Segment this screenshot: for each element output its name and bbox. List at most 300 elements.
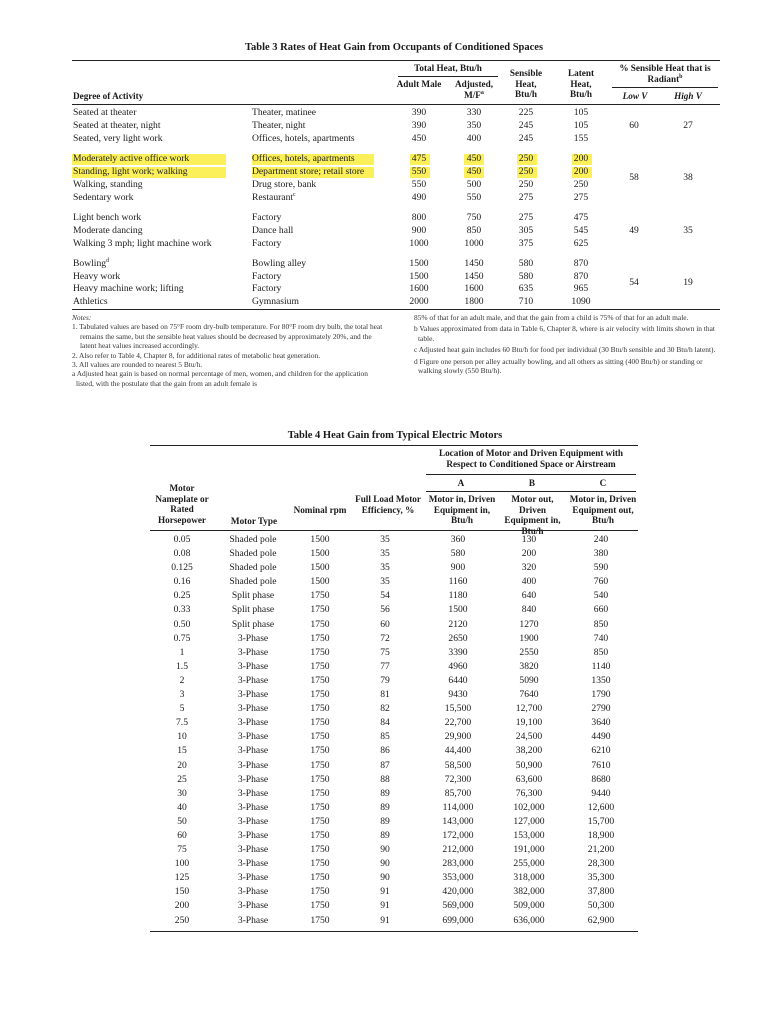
hp-cell: 40 xyxy=(177,801,187,813)
hp-cell: 125 xyxy=(174,872,190,884)
rpm-cell: 1750 xyxy=(310,717,330,729)
adult-male-cell: 2000 xyxy=(409,296,429,308)
table3-header-adjusted-label: Adjusted, M/F xyxy=(454,79,494,100)
table4-letter-rule xyxy=(426,491,636,492)
gain-c-cell: 21,200 xyxy=(587,844,615,856)
adjusted-cell: 350 xyxy=(466,119,482,131)
table4-header-a-letter: A xyxy=(457,478,465,488)
gain-c-cell: 8680 xyxy=(591,773,611,785)
rpm-cell: 1750 xyxy=(310,646,330,658)
efficiency-cell: 90 xyxy=(380,844,390,856)
type-cell: 3-Phase xyxy=(237,689,269,701)
gain-a-cell: 6440 xyxy=(448,674,468,686)
type-cell: 3-Phase xyxy=(237,632,269,644)
rpm-cell: 1500 xyxy=(310,562,330,574)
latent-cell: 200 xyxy=(573,152,589,164)
table-row xyxy=(150,575,638,589)
hp-cell: 7.5 xyxy=(176,717,188,729)
adjusted-cell: 450 xyxy=(466,165,482,177)
adult-male-cell: 800 xyxy=(411,211,427,223)
adjusted-cell: 500 xyxy=(466,178,482,190)
gain-a-cell: 283,000 xyxy=(442,858,474,870)
gain-c-cell: 590 xyxy=(593,562,609,574)
table-row xyxy=(150,589,638,603)
gain-a-cell: 114,000 xyxy=(442,801,474,813)
type-cell: 3-Phase xyxy=(237,660,269,672)
efficiency-cell: 75 xyxy=(380,646,390,658)
adjusted-cell: 1450 xyxy=(464,270,484,282)
gain-b-cell: 3820 xyxy=(519,660,539,672)
latent-cell: 105 xyxy=(573,107,589,118)
activity-cell: Walking 3 mph; light machine work xyxy=(73,237,212,249)
rpm-cell: 1750 xyxy=(310,689,330,701)
note-line: 3. All values are rounded to nearest 5 Btu/h. xyxy=(72,360,203,370)
adult-male-cell: 490 xyxy=(411,191,427,203)
hp-cell: 0.05 xyxy=(173,534,191,545)
gain-c-cell: 740 xyxy=(593,632,609,644)
gain-a-cell: 420,000 xyxy=(442,886,474,898)
gain-a-cell: 699,000 xyxy=(442,914,474,926)
table-row xyxy=(150,716,638,730)
type-cell: Split phase xyxy=(231,604,275,616)
application-cell: Theater, matinee xyxy=(252,107,317,118)
table4-header-efficiency: Full Load Motor Efficiency, % xyxy=(355,494,421,515)
gain-b-cell: 640 xyxy=(521,590,537,602)
latent-cell: 545 xyxy=(573,224,589,236)
rpm-cell: 1750 xyxy=(310,801,330,813)
gain-c-cell: 660 xyxy=(593,604,609,616)
table3-notes-left xyxy=(72,313,384,388)
note-line: 1. Tabulated values are based on 75°F room dry-bulb temperature. For 80°F room dry bulb, the total heat remains the same, but the sensible heat values should be decreased by approximately 20%, and the latent heat values increased accordingly. xyxy=(72,322,383,351)
table3-header-activity: Degree of Activity xyxy=(73,91,144,101)
rpm-cell: 1750 xyxy=(310,787,330,799)
sensible-cell: 635 xyxy=(518,283,534,295)
hp-cell: 20 xyxy=(177,759,187,771)
gain-c-cell: 240 xyxy=(593,534,609,545)
table-row xyxy=(150,688,638,702)
efficiency-cell: 77 xyxy=(380,660,390,672)
efficiency-cell: 56 xyxy=(380,604,390,616)
application-cell: Offices, hotels, apartments xyxy=(252,152,355,164)
gain-a-cell: 900 xyxy=(450,562,466,574)
sensible-cell: 245 xyxy=(518,119,534,131)
application-cell: Theater, night xyxy=(252,119,306,131)
sensible-cell: 245 xyxy=(518,132,534,144)
gain-b-cell: 382,000 xyxy=(513,886,545,898)
gain-b-cell: 509,000 xyxy=(513,900,545,912)
sensible-cell: 375 xyxy=(518,237,534,249)
table-row xyxy=(150,787,638,801)
efficiency-cell: 91 xyxy=(380,900,390,912)
table-row xyxy=(150,618,638,632)
adult-male-cell: 1600 xyxy=(409,283,429,295)
type-cell: 3-Phase xyxy=(237,717,269,729)
efficiency-cell: 85 xyxy=(380,731,390,743)
gain-a-cell: 580 xyxy=(450,548,466,560)
table3-header-radiant xyxy=(610,63,720,84)
table4-header-hp: Motor Nameplate or Rated Horsepower xyxy=(155,483,209,525)
hp-cell: 0.25 xyxy=(173,590,191,602)
type-cell: 3-Phase xyxy=(237,858,269,870)
table3-header-radiant-sup: b xyxy=(679,73,683,80)
gain-a-cell: 1500 xyxy=(448,604,468,616)
gain-b-cell: 19,100 xyxy=(515,717,543,729)
table3-total-heat-rule xyxy=(398,76,498,77)
note-line: a Adjusted heat gain is based on normal percentage of men, women, and children for the application listed, with the postulate that the gain from an adult female is xyxy=(72,369,368,388)
rpm-cell: 1750 xyxy=(310,618,330,630)
gain-b-cell: 1900 xyxy=(519,632,539,644)
hp-cell: 0.50 xyxy=(173,618,191,630)
hp-cell: 0.33 xyxy=(173,604,191,616)
type-cell: 3-Phase xyxy=(237,674,269,686)
gain-c-cell: 760 xyxy=(593,576,609,588)
type-cell: 3-Phase xyxy=(237,886,269,898)
gain-c-cell: 1790 xyxy=(591,689,611,701)
efficiency-cell: 88 xyxy=(380,773,390,785)
efficiency-cell: 84 xyxy=(380,717,390,729)
activity-cell: Heavy work xyxy=(73,270,121,282)
rpm-cell: 1750 xyxy=(310,900,330,912)
hp-cell: 2 xyxy=(179,674,185,686)
efficiency-cell: 35 xyxy=(380,534,390,545)
type-cell: 3-Phase xyxy=(237,872,269,884)
gain-c-cell: 1350 xyxy=(591,674,611,686)
application-cell: Bowling alley xyxy=(252,257,307,269)
gain-a-cell: 4960 xyxy=(448,660,468,672)
hp-cell: 0.75 xyxy=(173,632,191,644)
adjusted-cell: 1000 xyxy=(464,237,484,249)
gain-b-cell: 2550 xyxy=(519,646,539,658)
table-row xyxy=(150,730,638,744)
gain-a-cell: 353,000 xyxy=(442,872,474,884)
gain-b-cell: 153,000 xyxy=(513,829,545,841)
efficiency-cell: 91 xyxy=(380,914,390,926)
table-row xyxy=(150,815,638,829)
adult-male-cell: 550 xyxy=(411,178,427,190)
application-cell: Factory xyxy=(252,270,282,282)
hp-cell: 100 xyxy=(174,858,190,870)
gain-b-cell: 636,000 xyxy=(513,914,545,926)
type-cell: 3-Phase xyxy=(237,815,269,827)
type-cell: 3-Phase xyxy=(237,745,269,757)
table-row xyxy=(150,533,638,547)
gain-b-cell: 130 xyxy=(521,534,537,545)
hp-cell: 25 xyxy=(177,773,187,785)
adjusted-cell: 400 xyxy=(466,132,482,144)
sensible-cell: 580 xyxy=(518,257,534,269)
gain-c-cell: 37,800 xyxy=(587,886,615,898)
rpm-cell: 1750 xyxy=(310,773,330,785)
table4-bottom-rule xyxy=(150,931,638,932)
gain-b-cell: 1270 xyxy=(519,618,539,630)
low-v-cell: 49 xyxy=(629,224,639,236)
efficiency-cell: 87 xyxy=(380,759,390,771)
gain-b-cell: 320 xyxy=(521,562,537,574)
table4-header-location: Location of Motor and Driven Equipment with Respect to Conditioned Space or Airstream xyxy=(438,448,624,469)
table-row xyxy=(150,871,638,885)
table3-header-latent: Latent Heat, Btu/h xyxy=(567,68,595,99)
hp-cell: 3 xyxy=(179,689,185,701)
type-cell: 3-Phase xyxy=(237,759,269,771)
gain-b-cell: 38,200 xyxy=(515,745,543,757)
gain-c-cell: 7610 xyxy=(591,759,611,771)
high-v-cell: 19 xyxy=(683,276,693,288)
gain-a-cell: 44,400 xyxy=(444,745,472,757)
type-cell: 3-Phase xyxy=(237,829,269,841)
efficiency-cell: 60 xyxy=(380,618,390,630)
note-line: c Adjusted heat gain includes 60 Btu/h for food per individual (30 Btu/h sensible and 30 Btu/h latent). xyxy=(414,345,716,355)
application-cell: Offices, hotels, apartments xyxy=(252,132,355,144)
table4-header-b: Motor out, Driven Equipment in, Btu/h xyxy=(504,494,561,536)
efficiency-cell: 82 xyxy=(380,703,390,715)
gain-a-cell: 85,700 xyxy=(444,787,472,799)
application-cell: Gymnasium xyxy=(252,296,299,308)
gain-c-cell: 4490 xyxy=(591,731,611,743)
efficiency-cell: 79 xyxy=(380,674,390,686)
note-line: 85% of that for an adult male, and that the gain from a child is 75% of that for an adult male. xyxy=(414,313,689,322)
efficiency-cell: 54 xyxy=(380,590,390,602)
gain-c-cell: 62,900 xyxy=(587,914,615,926)
table3-header-radiant-label: % Sensible Heat that is Radiant xyxy=(619,63,711,84)
table3-top-rule xyxy=(72,60,720,61)
table4-header-c-letter: C xyxy=(599,478,607,488)
gain-b-cell: 5090 xyxy=(519,674,539,686)
efficiency-cell: 72 xyxy=(380,632,390,644)
table-row xyxy=(150,702,638,716)
gain-a-cell: 1160 xyxy=(448,576,468,588)
adjusted-cell: 850 xyxy=(466,224,482,236)
hp-cell: 0.08 xyxy=(173,548,191,560)
application-cell: Factory xyxy=(252,283,282,295)
efficiency-cell: 89 xyxy=(380,787,390,799)
gain-a-cell: 22,700 xyxy=(444,717,472,729)
table-row xyxy=(150,547,638,561)
table4-header-rule xyxy=(150,530,638,531)
rpm-cell: 1750 xyxy=(310,872,330,884)
adjusted-cell: 1450 xyxy=(464,257,484,269)
table-row xyxy=(150,603,638,617)
gain-a-cell: 212,000 xyxy=(442,844,474,856)
rpm-cell: 1500 xyxy=(310,548,330,560)
gain-b-cell: 7640 xyxy=(519,689,539,701)
gain-b-cell: 50,900 xyxy=(515,759,543,771)
type-cell: Shaded pole xyxy=(229,548,277,560)
table4-header-a: Motor in, Driven Equipment in, Btu/h xyxy=(428,494,496,525)
table3-header-adult-male: Adult Male xyxy=(396,79,442,89)
table-row xyxy=(150,885,638,899)
latent-cell: 275 xyxy=(573,191,589,203)
type-cell: 3-Phase xyxy=(237,844,269,856)
rpm-cell: 1750 xyxy=(310,914,330,926)
table3-header-adjusted-sup: a xyxy=(480,89,484,96)
type-cell: 3-Phase xyxy=(237,914,269,926)
sensible-cell: 275 xyxy=(518,211,534,223)
gain-a-cell: 72,300 xyxy=(444,773,472,785)
rpm-cell: 1750 xyxy=(310,858,330,870)
adjusted-cell: 1600 xyxy=(464,283,484,295)
rpm-cell: 1750 xyxy=(310,703,330,715)
high-v-cell: 35 xyxy=(683,224,693,236)
table-row xyxy=(150,674,638,688)
gain-a-cell: 360 xyxy=(450,534,466,545)
low-v-cell: 58 xyxy=(629,172,639,184)
rpm-cell: 1750 xyxy=(310,829,330,841)
rpm-cell: 1750 xyxy=(310,632,330,644)
gain-a-cell: 9430 xyxy=(448,689,468,701)
adult-male-cell: 475 xyxy=(411,152,427,164)
rpm-cell: 1750 xyxy=(310,886,330,898)
gain-b-cell: 200 xyxy=(521,548,537,560)
gain-c-cell: 2790 xyxy=(591,703,611,715)
note-line: 2. Also refer to Table 4, Chapter 8, for additional rates of metabolic heat generation. xyxy=(72,350,321,360)
table4-top-rule xyxy=(150,445,638,446)
gain-a-cell: 58,500 xyxy=(444,759,472,771)
type-cell: 3-Phase xyxy=(237,703,269,715)
gain-c-cell: 3640 xyxy=(591,717,611,729)
low-v-cell: 54 xyxy=(629,276,639,288)
table3-header-rule xyxy=(72,104,720,105)
hp-cell: 5 xyxy=(179,703,185,715)
table-row xyxy=(150,899,638,913)
efficiency-cell: 89 xyxy=(380,801,390,813)
adult-male-cell: 450 xyxy=(411,132,427,144)
activity-cell: Seated at theater xyxy=(73,107,137,118)
table-row xyxy=(150,829,638,843)
efficiency-cell: 86 xyxy=(380,745,390,757)
latent-cell: 250 xyxy=(573,178,589,190)
type-cell: Shaded pole xyxy=(229,534,277,545)
gain-c-cell: 850 xyxy=(593,618,609,630)
gain-c-cell: 6210 xyxy=(591,745,611,757)
type-cell: 3-Phase xyxy=(237,801,269,813)
table-row xyxy=(150,632,638,646)
latent-cell: 625 xyxy=(573,237,589,249)
efficiency-cell: 90 xyxy=(380,858,390,870)
efficiency-cell: 90 xyxy=(380,872,390,884)
table-row xyxy=(150,561,638,575)
rpm-cell: 1500 xyxy=(310,576,330,588)
rpm-cell: 1750 xyxy=(310,745,330,757)
latent-cell: 200 xyxy=(573,165,589,177)
type-cell: 3-Phase xyxy=(237,773,269,785)
sensible-cell: 250 xyxy=(518,178,534,190)
latent-cell: 105 xyxy=(573,119,589,131)
rpm-cell: 1500 xyxy=(310,534,330,545)
gain-c-cell: 1140 xyxy=(591,660,611,672)
gain-c-cell: 50,300 xyxy=(587,900,615,912)
application-cell: Department store; retail store xyxy=(252,165,365,177)
hp-cell: 1 xyxy=(179,646,185,658)
rpm-cell: 1750 xyxy=(310,731,330,743)
type-cell: 3-Phase xyxy=(237,731,269,743)
table3-bottom-rule xyxy=(72,309,720,310)
rpm-cell: 1750 xyxy=(310,759,330,771)
gain-a-cell: 143,000 xyxy=(442,815,474,827)
sensible-cell: 250 xyxy=(518,165,534,177)
adjusted-cell: 550 xyxy=(466,191,482,203)
gain-a-cell: 172,000 xyxy=(442,829,474,841)
table3-radiant-rule xyxy=(612,87,718,88)
note-line: b Values approximated from data in Table 6, Chapter 8, where is air velocity with limits shown in that table. xyxy=(414,324,715,343)
latent-cell: 1090 xyxy=(571,296,591,308)
table4-header-type: Motor Type xyxy=(230,516,278,526)
rpm-cell: 1750 xyxy=(310,604,330,616)
efficiency-cell: 89 xyxy=(380,829,390,841)
type-cell: 3-Phase xyxy=(237,646,269,658)
rpm-cell: 1750 xyxy=(310,815,330,827)
type-cell: 3-Phase xyxy=(237,900,269,912)
latent-cell: 870 xyxy=(573,270,589,282)
gain-c-cell: 18,900 xyxy=(587,829,615,841)
rpm-cell: 1750 xyxy=(310,674,330,686)
gain-b-cell: 255,000 xyxy=(513,858,545,870)
gain-b-cell: 102,000 xyxy=(513,801,545,813)
hp-cell: 1.5 xyxy=(176,660,188,672)
efficiency-cell: 89 xyxy=(380,815,390,827)
gain-b-cell: 12,700 xyxy=(515,703,543,715)
rpm-cell: 1750 xyxy=(310,590,330,602)
gain-a-cell: 2650 xyxy=(448,632,468,644)
adjusted-cell: 750 xyxy=(466,211,482,223)
adult-male-cell: 390 xyxy=(411,119,427,131)
adult-male-cell: 1500 xyxy=(409,257,429,269)
hp-cell: 150 xyxy=(174,886,190,898)
gain-a-cell: 29,900 xyxy=(444,731,472,743)
table4-header-b-letter: B xyxy=(528,478,536,488)
table-row xyxy=(150,857,638,871)
table-row xyxy=(150,801,638,815)
activity-cell: Light bench work xyxy=(73,211,142,223)
high-v-cell: 38 xyxy=(683,172,693,184)
type-cell: Split phase xyxy=(231,590,275,602)
hp-cell: 30 xyxy=(177,787,187,799)
adjusted-cell: 330 xyxy=(466,107,482,118)
table-row xyxy=(150,773,638,787)
table3-header-high-v: High V xyxy=(674,91,702,101)
table-row xyxy=(150,660,638,674)
gain-c-cell: 12,600 xyxy=(587,801,615,813)
efficiency-cell: 35 xyxy=(380,562,390,574)
hp-cell: 50 xyxy=(177,815,187,827)
table4-header-rpm: Nominal rpm xyxy=(293,505,347,515)
activity-cell: Athletics xyxy=(73,296,108,308)
table4-header-c: Motor in, Driven Equipment out, Btu/h xyxy=(569,494,637,525)
gain-b-cell: 127,000 xyxy=(513,815,545,827)
note-line: d Figure one person per alley actually bowling, and all others as sitting (400 Btu/h) or standing or walking slowly (550 Btu/h). xyxy=(414,356,703,376)
sensible-cell: 305 xyxy=(518,224,534,236)
table3-header-total-heat: Total Heat, Btu/h xyxy=(414,63,482,73)
gain-a-cell: 569,000 xyxy=(442,900,474,912)
hp-cell: 250 xyxy=(174,914,190,926)
activity-cell: Bowling$^d$ xyxy=(73,257,110,269)
adult-male-cell: 900 xyxy=(411,224,427,236)
table-row xyxy=(150,744,638,758)
hp-cell: 60 xyxy=(177,829,187,841)
type-cell: Shaded pole xyxy=(229,562,277,574)
latent-cell: 965 xyxy=(573,283,589,295)
activity-cell: Sedentary work xyxy=(73,191,134,203)
gain-a-cell: 1180 xyxy=(448,590,468,602)
hp-cell: 200 xyxy=(174,900,190,912)
gain-b-cell: 24,500 xyxy=(515,731,543,743)
application-cell: Restaurant$^c$ xyxy=(252,191,296,203)
activity-cell: Moderate dancing xyxy=(73,224,143,236)
note-line: Notes: xyxy=(72,313,92,322)
efficiency-cell: 91 xyxy=(380,886,390,898)
type-cell: 3-Phase xyxy=(237,787,269,799)
gain-c-cell: 28,300 xyxy=(587,858,615,870)
hp-cell: 0.125 xyxy=(171,562,193,574)
